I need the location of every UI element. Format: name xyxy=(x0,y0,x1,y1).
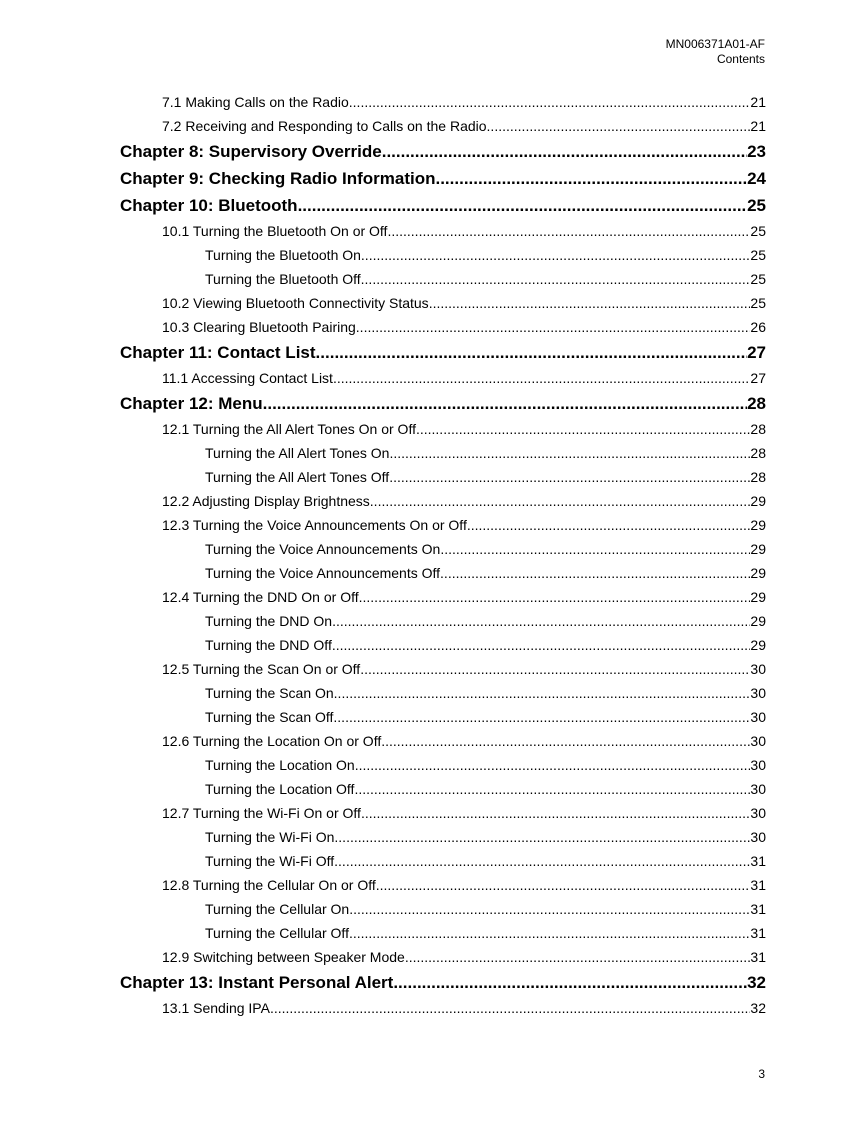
toc-entry-page[interactable]: 30 xyxy=(750,685,766,701)
toc-section-entry[interactable] xyxy=(120,996,766,1020)
toc-entry-title[interactable]: Turning the All Alert Tones On xyxy=(205,445,390,461)
toc-entry-page[interactable]: 30 xyxy=(750,781,766,797)
toc-dot-leader xyxy=(316,339,748,366)
toc-dot-leader xyxy=(356,315,751,339)
toc-entry-page[interactable]: 30 xyxy=(750,709,766,725)
toc-subsection-entry[interactable] xyxy=(120,897,766,921)
toc-entry-title[interactable]: 10.3 Clearing Bluetooth Pairing xyxy=(162,319,356,335)
toc-section-entry[interactable] xyxy=(120,489,766,513)
toc-entry-page[interactable]: 32 xyxy=(747,973,766,992)
toc-entry-title[interactable]: 11.1 Accessing Contact List xyxy=(162,370,333,386)
toc-entry-title[interactable]: 12.4 Turning the DND On or Off xyxy=(162,589,359,605)
toc-subsection-entry[interactable] xyxy=(120,705,766,729)
toc-entry-page[interactable]: 28 xyxy=(750,421,766,437)
toc-subsection-entry[interactable] xyxy=(120,267,766,291)
toc-entry-title[interactable]: Turning the Location On xyxy=(205,757,355,773)
toc-entry-title[interactable]: 10.2 Viewing Bluetooth Connectivity Status xyxy=(162,295,429,311)
toc-dot-leader xyxy=(387,219,750,243)
toc-section-entry[interactable] xyxy=(120,90,766,114)
toc-subsection-entry[interactable] xyxy=(120,441,766,465)
toc-dot-leader xyxy=(361,801,750,825)
page-header xyxy=(666,37,765,67)
toc-subsection-entry[interactable] xyxy=(120,849,766,873)
toc-entry-title[interactable]: 10.1 Turning the Bluetooth On or Off xyxy=(162,223,388,239)
toc-entry-title[interactable]: 12.9 Switching between Speaker Mode xyxy=(162,949,405,965)
toc-entry-title[interactable]: 7.2 Receiving and Responding to Calls on the Radio xyxy=(162,118,487,134)
toc-entry-title[interactable]: Chapter 8: Supervisory Override xyxy=(120,142,382,161)
toc-dot-leader xyxy=(359,585,751,609)
document-id: MN006371A01-AF xyxy=(665,37,765,51)
header-section-name: Contents xyxy=(716,52,765,66)
toc-dot-leader xyxy=(349,897,750,921)
toc-entry-page[interactable]: 29 xyxy=(750,637,766,653)
toc-entry-page[interactable]: 27 xyxy=(747,343,766,362)
toc-dot-leader xyxy=(349,90,751,114)
toc-dot-leader xyxy=(416,417,750,441)
toc-entry-page[interactable]: 29 xyxy=(750,541,766,557)
toc-dot-leader xyxy=(381,729,750,753)
toc-entry-page[interactable]: 28 xyxy=(747,394,766,413)
toc-entry-page[interactable]: 24 xyxy=(747,169,766,188)
toc-entry-title[interactable]: Chapter 11: Contact List xyxy=(120,343,316,362)
toc-entry-page[interactable]: 31 xyxy=(750,949,766,965)
toc-entry-page[interactable]: 25 xyxy=(747,196,766,215)
toc-entry-title[interactable]: Turning the All Alert Tones Off xyxy=(205,469,390,485)
toc-chapter-entry[interactable] xyxy=(120,390,766,417)
toc-dot-leader xyxy=(334,681,751,705)
page-number: 3 xyxy=(758,1067,765,1081)
toc-subsection-entry[interactable] xyxy=(120,537,766,561)
toc-entry-page[interactable]: 25 xyxy=(750,271,766,287)
toc-entry-page[interactable]: 29 xyxy=(750,493,766,509)
toc-chapter-entry[interactable] xyxy=(120,165,766,192)
toc-entry-title[interactable]: 12.6 Turning the Location On or Off xyxy=(162,733,382,749)
toc-dot-leader xyxy=(382,138,747,165)
toc-section-entry[interactable] xyxy=(120,315,766,339)
toc-entry-title[interactable]: Turning the Wi-Fi Off xyxy=(205,853,335,869)
toc-entry-title[interactable]: 12.3 Turning the Voice Announcements On or Off xyxy=(162,517,467,533)
toc-section-entry[interactable] xyxy=(120,585,766,609)
toc-dot-leader xyxy=(389,465,750,489)
toc-dot-leader xyxy=(355,753,751,777)
toc-entry-page[interactable]: 30 xyxy=(750,805,766,821)
toc-subsection-entry[interactable] xyxy=(120,561,766,585)
toc-dot-leader xyxy=(354,777,750,801)
toc-entry-page[interactable]: 28 xyxy=(750,469,766,485)
toc-entry-page[interactable]: 21 xyxy=(750,118,766,134)
toc-entry-page[interactable]: 21 xyxy=(750,94,766,110)
toc-entry-title[interactable]: Turning the Voice Announcements Off xyxy=(205,565,441,581)
toc-chapter-entry[interactable] xyxy=(120,138,766,165)
toc-dot-leader xyxy=(370,489,751,513)
toc-dot-leader xyxy=(361,267,751,291)
toc-subsection-entry[interactable] xyxy=(120,825,766,849)
toc-entry-title[interactable]: Turning the DND On xyxy=(205,613,333,629)
toc-entry-page[interactable]: 29 xyxy=(750,517,766,533)
toc-chapter-entry[interactable] xyxy=(120,192,766,219)
toc-dot-leader xyxy=(333,366,750,390)
toc-subsection-entry[interactable] xyxy=(120,243,766,267)
toc-entry-page[interactable]: 26 xyxy=(750,319,766,335)
toc-dot-leader xyxy=(487,114,751,138)
toc-entry-title[interactable]: Turning the Cellular Off xyxy=(205,925,349,941)
toc-subsection-entry[interactable] xyxy=(120,777,766,801)
toc-entry-page[interactable]: 31 xyxy=(750,853,766,869)
toc-entry-title[interactable]: 12.2 Adjusting Display Brightness xyxy=(162,493,370,509)
toc-entry-page[interactable]: 25 xyxy=(750,295,766,311)
toc-section-entry[interactable] xyxy=(120,945,766,969)
toc-dot-leader xyxy=(263,390,747,417)
toc-section-entry[interactable] xyxy=(120,801,766,825)
toc-entry-page[interactable]: 29 xyxy=(750,613,766,629)
toc-dot-leader xyxy=(298,192,748,219)
toc-dot-leader xyxy=(360,657,750,681)
toc-chapter-entry[interactable] xyxy=(120,339,766,366)
toc-entry-title[interactable]: 7.1 Making Calls on the Radio xyxy=(162,94,349,110)
toc-chapter-entry[interactable] xyxy=(120,969,766,996)
toc-entry-title[interactable]: Turning the Voice Announcements On xyxy=(205,541,441,557)
toc-entry-title[interactable]: Turning the Bluetooth On xyxy=(205,247,361,263)
toc-section-entry[interactable] xyxy=(120,657,766,681)
toc-entry-page[interactable]: 29 xyxy=(750,565,766,581)
toc-entry-title[interactable]: Chapter 13: Instant Personal Alert xyxy=(120,973,394,992)
toc-entry-title[interactable]: Turning the Wi-Fi On xyxy=(205,829,335,845)
toc-dot-leader xyxy=(467,513,751,537)
toc-subsection-entry[interactable] xyxy=(120,465,766,489)
toc-entry-page[interactable]: 23 xyxy=(747,142,766,161)
toc-dot-leader xyxy=(429,291,751,315)
toc-entry-title[interactable]: 12.7 Turning the Wi-Fi On or Off xyxy=(162,805,361,821)
toc-dot-leader xyxy=(440,537,750,561)
toc-entry-title[interactable]: 12.1 Turning the All Alert Tones On or Off xyxy=(162,421,416,437)
toc-dot-leader xyxy=(270,996,750,1020)
toc-entry-title[interactable]: Turning the Bluetooth Off xyxy=(205,271,361,287)
toc-section-entry[interactable] xyxy=(120,219,766,243)
toc-entry-page[interactable]: 27 xyxy=(750,370,766,386)
toc-dot-leader xyxy=(332,609,750,633)
toc-entry-page[interactable]: 30 xyxy=(750,757,766,773)
toc-entry-page[interactable]: 25 xyxy=(750,247,766,263)
toc-section-entry[interactable] xyxy=(120,873,766,897)
toc-dot-leader xyxy=(332,633,751,657)
toc-subsection-entry[interactable] xyxy=(120,681,766,705)
toc-dot-leader xyxy=(376,873,751,897)
toc-entry-page[interactable]: 30 xyxy=(750,733,766,749)
toc-entry-title[interactable]: 12.8 Turning the Cellular On or Off xyxy=(162,877,376,893)
toc-entry-page[interactable]: 31 xyxy=(750,877,766,893)
toc-entry-title[interactable]: 13.1 Sending IPA xyxy=(162,1000,270,1016)
toc-dot-leader xyxy=(440,561,750,585)
toc-section-entry[interactable] xyxy=(120,729,766,753)
toc-entry-title[interactable]: Chapter 9: Checking Radio Information xyxy=(120,169,436,188)
toc-subsection-entry[interactable] xyxy=(120,753,766,777)
toc-section-entry[interactable] xyxy=(120,513,766,537)
toc-entry-title[interactable]: Turning the Cellular On xyxy=(205,901,350,917)
toc-entry-title[interactable]: Turning the DND Off xyxy=(205,637,332,653)
toc-entry-page[interactable]: 31 xyxy=(750,925,766,941)
toc-subsection-entry[interactable] xyxy=(120,921,766,945)
toc-entry-page[interactable]: 25 xyxy=(750,223,766,239)
toc-entry-title[interactable]: Turning the Scan On xyxy=(205,685,334,701)
table-of-contents xyxy=(120,90,766,1020)
toc-dot-leader xyxy=(349,921,750,945)
toc-entry-title[interactable]: Chapter 10: Bluetooth xyxy=(120,196,298,215)
toc-entry-page[interactable]: 29 xyxy=(750,589,766,605)
toc-entry-page[interactable]: 28 xyxy=(750,445,766,461)
toc-entry-title[interactable]: Turning the Scan Off xyxy=(205,709,334,725)
toc-section-entry[interactable] xyxy=(120,366,766,390)
toc-section-entry[interactable] xyxy=(120,114,766,138)
toc-section-entry[interactable] xyxy=(120,291,766,315)
toc-dot-leader xyxy=(389,441,750,465)
toc-dot-leader xyxy=(361,243,751,267)
toc-entry-title[interactable]: Turning the Location Off xyxy=(205,781,355,797)
toc-entry-page[interactable]: 31 xyxy=(750,901,766,917)
toc-dot-leader xyxy=(393,969,747,996)
toc-dot-leader xyxy=(334,849,750,873)
toc-entry-title[interactable]: 12.5 Turning the Scan On or Off xyxy=(162,661,361,677)
toc-section-entry[interactable] xyxy=(120,417,766,441)
toc-entry-page[interactable]: 32 xyxy=(750,1000,766,1016)
toc-dot-leader xyxy=(333,705,750,729)
toc-dot-leader xyxy=(334,825,750,849)
toc-subsection-entry[interactable] xyxy=(120,609,766,633)
toc-entry-page[interactable]: 30 xyxy=(750,829,766,845)
toc-dot-leader xyxy=(435,165,747,192)
toc-subsection-entry[interactable] xyxy=(120,633,766,657)
toc-dot-leader xyxy=(405,945,751,969)
toc-entry-title[interactable]: Chapter 12: Menu xyxy=(120,394,263,413)
toc-entry-page[interactable]: 30 xyxy=(750,661,766,677)
